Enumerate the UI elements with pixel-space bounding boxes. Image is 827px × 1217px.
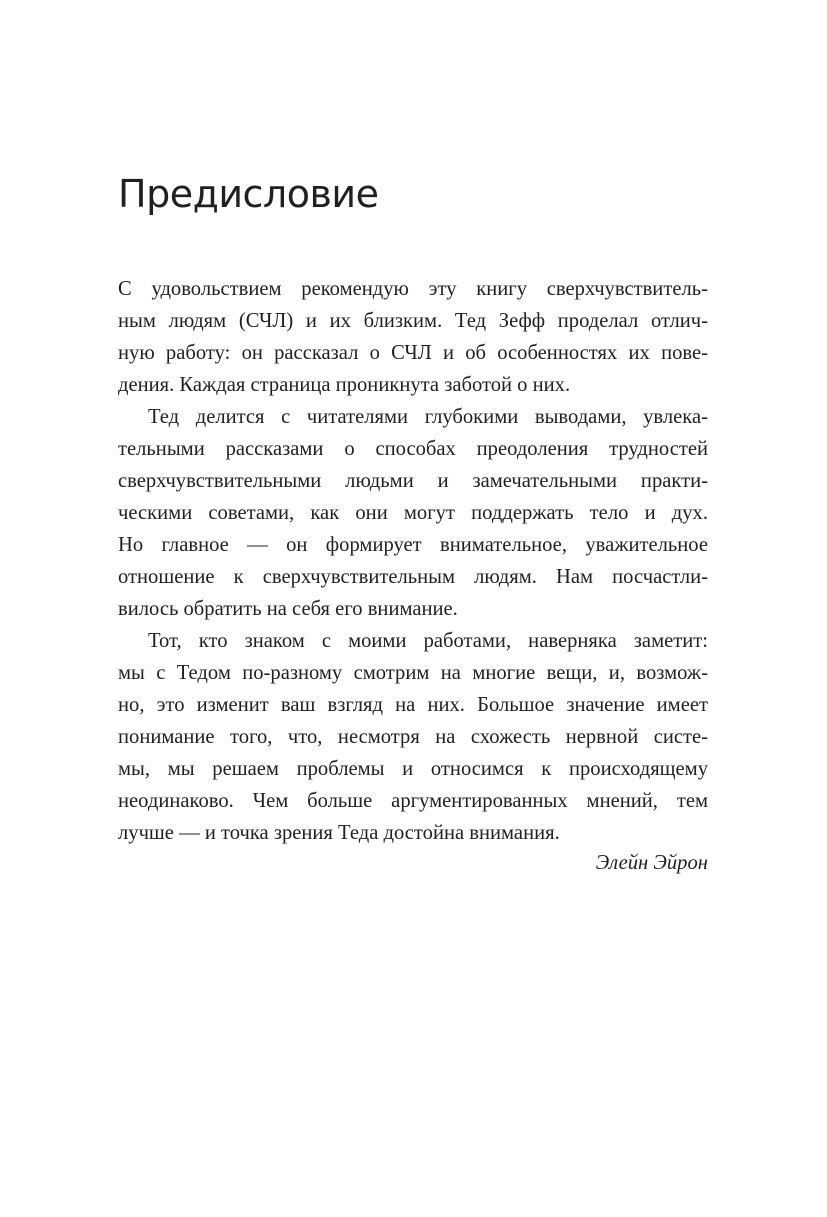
paragraph-3-line-4: понимание того, что, несмотря на схожесть нервной систе- <box>118 726 708 748</box>
paragraph-1-line-2: ным людям (СЧЛ) и их близким. Тед Зефф проделал отлич- <box>118 310 708 332</box>
paragraph-3-line-3: но, это изменит ваш взгляд на них. Большое значение имеет <box>118 694 708 716</box>
author-signature: Элейн Эйрон <box>595 852 708 874</box>
paragraph-3-line-7: лучше — и точка зрения Теда достойна внимания. <box>118 822 560 844</box>
paragraph-3-line-1: Тот, кто знаком с моими работами, наверняка заметит: <box>148 630 708 652</box>
paragraph-2-line-2: тельными рассказами о способах преодоления трудностей <box>118 438 708 460</box>
paragraph-2-line-5: Но главное — он формирует внимательное, уважительное <box>118 534 708 556</box>
paragraph-2-line-1: Тед делится с читателями глубокими выводами, увлека- <box>148 406 708 428</box>
paragraph-1-line-4: дения. Каждая страница проникнута заботой о них. <box>118 374 571 396</box>
paragraph-2-line-7: вилось обратить на себя его внимание. <box>118 598 458 620</box>
paragraph-2-line-4: ческими советами, как они могут поддержать тело и дух. <box>118 502 708 524</box>
page-title: Предисловие <box>118 172 379 216</box>
paragraph-3-line-6: неодинаково. Чем больше аргументированных мнений, тем <box>118 790 708 812</box>
paragraph-3-line-2: мы с Тедом по-разному смотрим на многие вещи, и, возмож- <box>118 662 708 684</box>
paragraph-2-line-6: отношение к сверхчувствительным людям. Нам посчастли- <box>118 566 708 588</box>
paragraph-1-line-1: С удовольствием рекомендую эту книгу сверхчувствитель- <box>118 278 708 300</box>
paragraph-2-line-3: сверхчувствительными людьми и замечательными практи- <box>118 470 708 492</box>
paragraph-3-line-5: мы, мы решаем проблемы и относимся к происходящему <box>118 758 708 780</box>
paragraph-1-line-3: ную работу: он рассказал о СЧЛ и об особенностях их пове- <box>118 342 708 364</box>
